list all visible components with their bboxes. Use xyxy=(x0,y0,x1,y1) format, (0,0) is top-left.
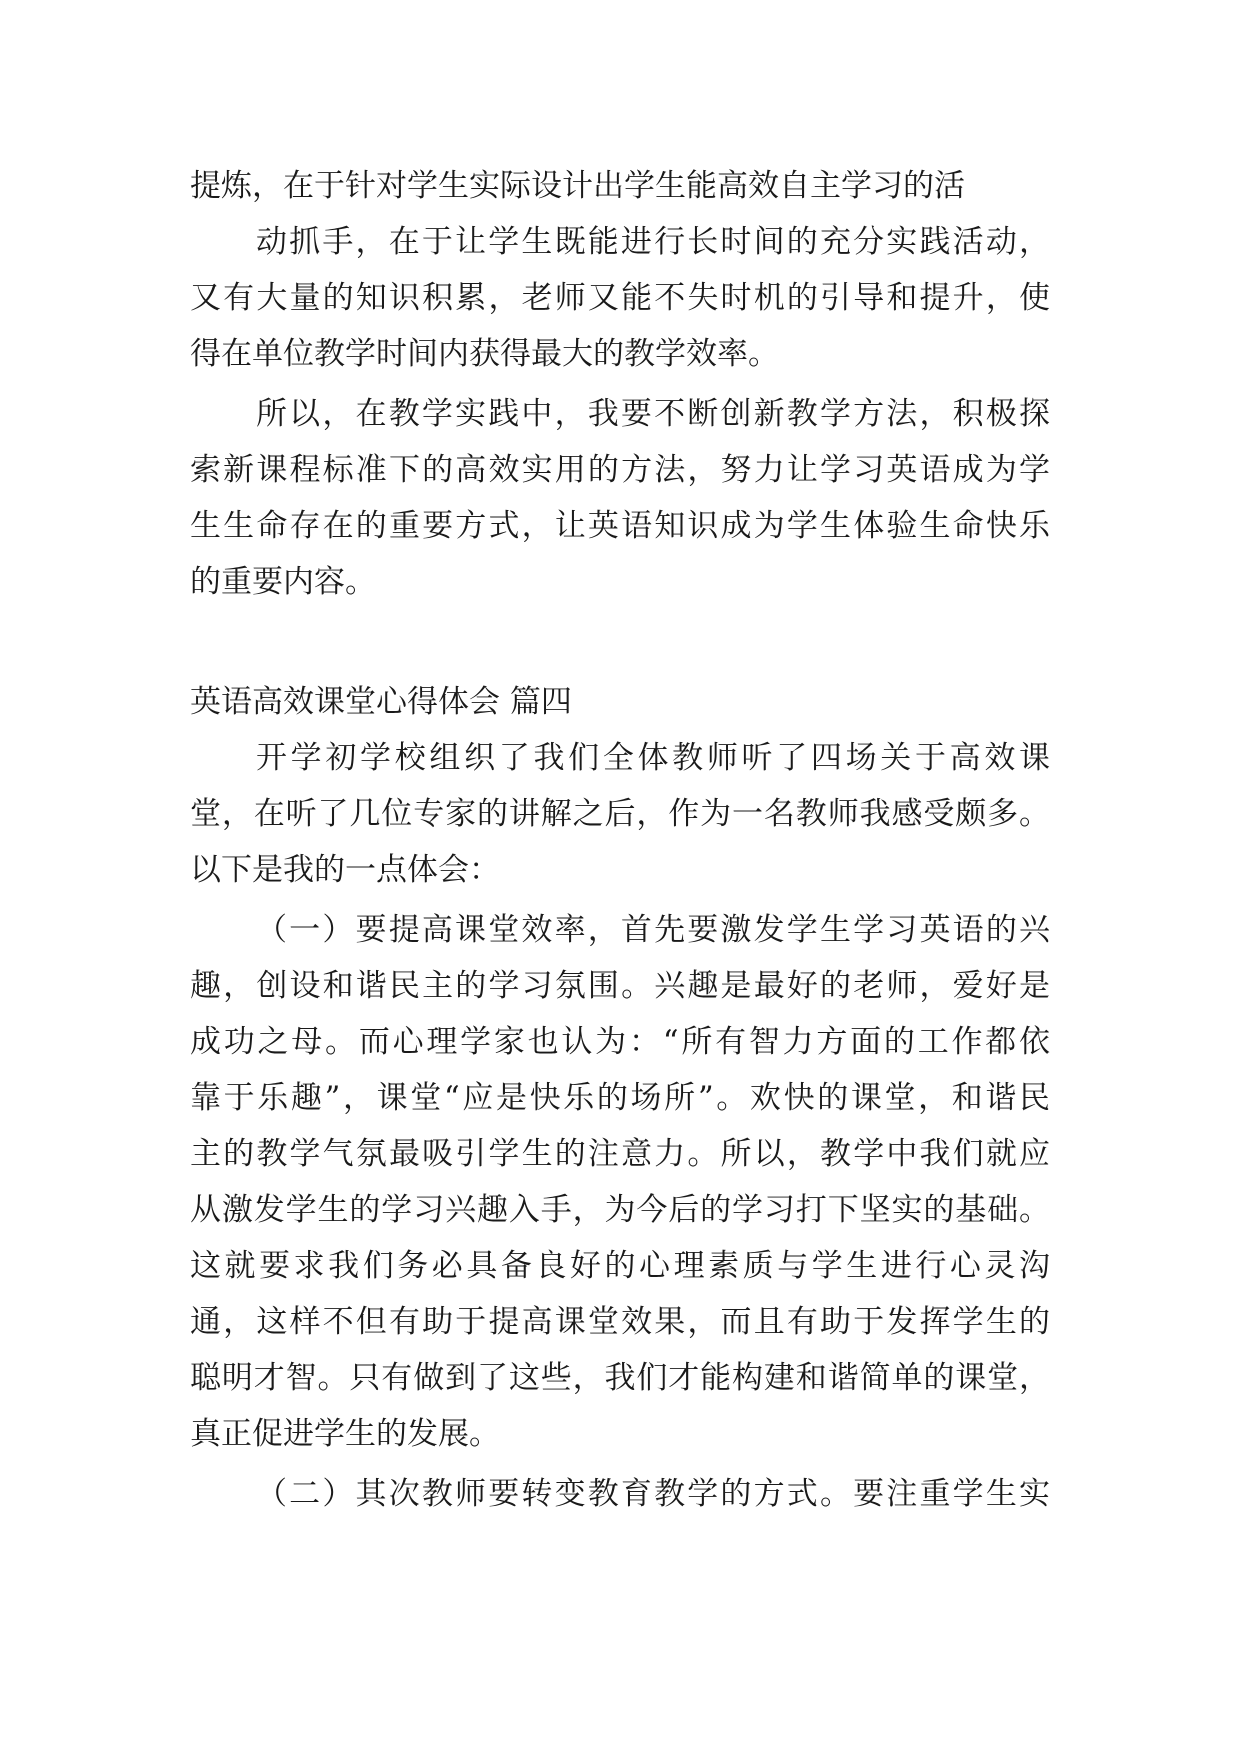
paragraph-line: 开学初学校组织了我们全体教师听了四场关于高效课 xyxy=(256,740,1050,776)
paragraph-line: 所以，在教学实践中，我要不断创新教学方法，积极探 xyxy=(256,396,1050,432)
paragraph-line: 生生命存在的重要方式，让英语知识成为学生体验生命快乐 xyxy=(190,508,1050,544)
paragraph-line: 趣，创设和谐民主的学习氛围。兴趣是最好的老师，爱好是 xyxy=(190,968,1050,1004)
paragraph-line: 得在单位教学时间内获得最大的教学效率。 xyxy=(190,336,779,372)
paragraph-line: 主的教学气氛最吸引学生的注意力。所以，教学中我们就应 xyxy=(190,1136,1050,1172)
paragraph-line: 真正促进学生的发展。 xyxy=(190,1416,500,1452)
paragraph-line: 提炼，在于针对学生实际设计出学生能高效自主学习的活 xyxy=(190,168,965,204)
paragraph-line: 以下是我的一点体会： xyxy=(190,852,500,888)
paragraph-line: （二）其次教师要转变教育教学的方式。要注重学生实 xyxy=(256,1476,1050,1512)
paragraph-line: 靠于乐趣”，课堂“应是快乐的场所”。欢快的课堂，和谐民 xyxy=(190,1080,1050,1116)
paragraph-line: 这就要求我们务必具备良好的心理素质与学生进行心灵沟 xyxy=(190,1248,1050,1284)
paragraph-line: 堂，在听了几位专家的讲解之后，作为一名教师我感受颇多。 xyxy=(190,796,1050,832)
paragraph-line: （一）要提高课堂效率，首先要激发学生学习英语的兴 xyxy=(256,912,1050,948)
paragraph-line: 从激发学生的学习兴趣入手，为今后的学习打下坚实的基础。 xyxy=(190,1192,1050,1228)
paragraph-line: 索新课程标准下的高效实用的方法，努力让学习英语成为学 xyxy=(190,452,1050,488)
paragraph-line: 动抓手，在于让学生既能进行长时间的充分实践活动， xyxy=(256,224,1050,260)
paragraph-line: 成功之母。而心理学家也认为：“所有智力方面的工作都依 xyxy=(190,1024,1050,1060)
paragraph-line: 又有大量的知识积累，老师又能不失时机的引导和提升，使 xyxy=(190,280,1050,316)
section-heading: 英语高效课堂心得体会 篇四 xyxy=(190,684,572,720)
paragraph-line: 聪明才智。只有做到了这些，我们才能构建和谐简单的课堂， xyxy=(190,1360,1050,1396)
paragraph-line: 的重要内容。 xyxy=(190,564,376,600)
paragraph-line: 通，这样不但有助于提高课堂效果，而且有助于发挥学生的 xyxy=(190,1304,1050,1340)
